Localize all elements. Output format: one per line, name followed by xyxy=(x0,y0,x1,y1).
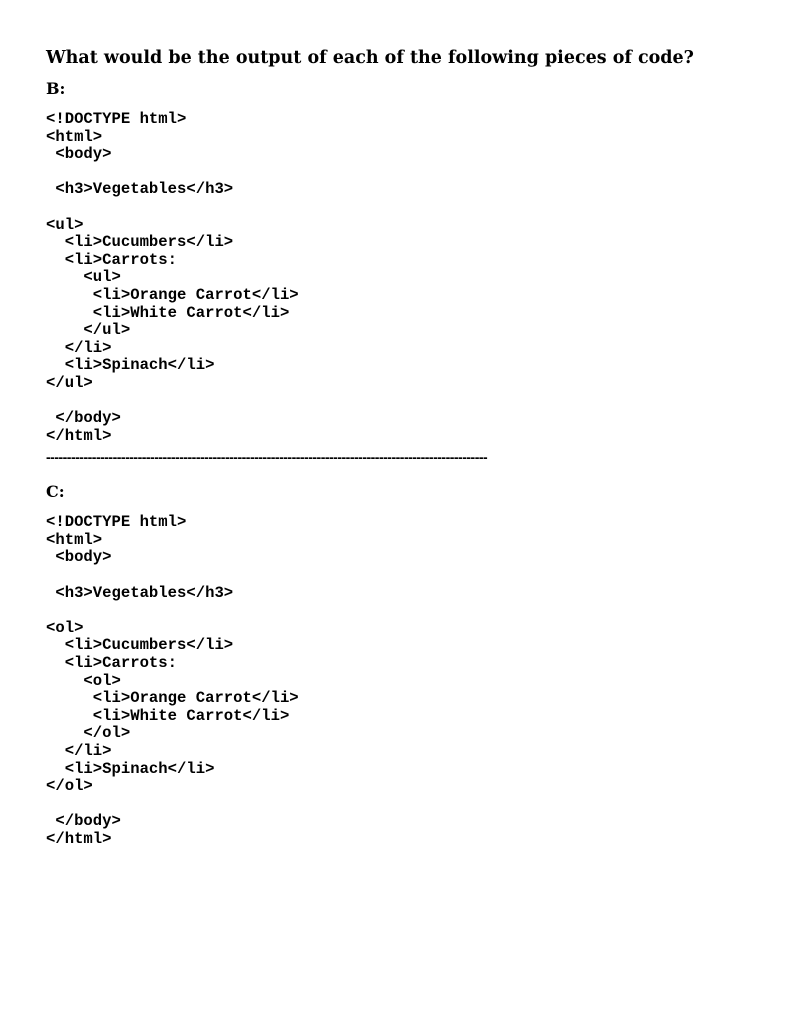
section-b-label: B: xyxy=(46,79,66,98)
section-c-label: C: xyxy=(46,482,65,502)
section-separator: ---------------------------------------------------------------------------------------------------------- xyxy=(46,449,488,466)
document-page xyxy=(46,44,746,849)
section-c-code: <!DOCTYPE html> <html> <body> <h3>Vegetables</h3> <ol> <li>Cucumbers</li> <li>Carrots: <ol> <li>Orange Carrot</li> <li>White Carrot</li> </ol> </li> <li>Spinach</li> </ol> </body> </html> xyxy=(46,513,299,848)
question-heading: What would be the output of each of the following pieces of code? xyxy=(46,48,694,68)
section-b-code: <!DOCTYPE html> <html> <body> <h3>Vegetables</h3> <ul> <li>Cucumbers</li> <li>Carrots: <ul> <li>Orange Carrot</li> <li>White Carrot</li> </ul> </li> <li>Spinach</li> </ul> </body> </html> xyxy=(46,110,299,445)
